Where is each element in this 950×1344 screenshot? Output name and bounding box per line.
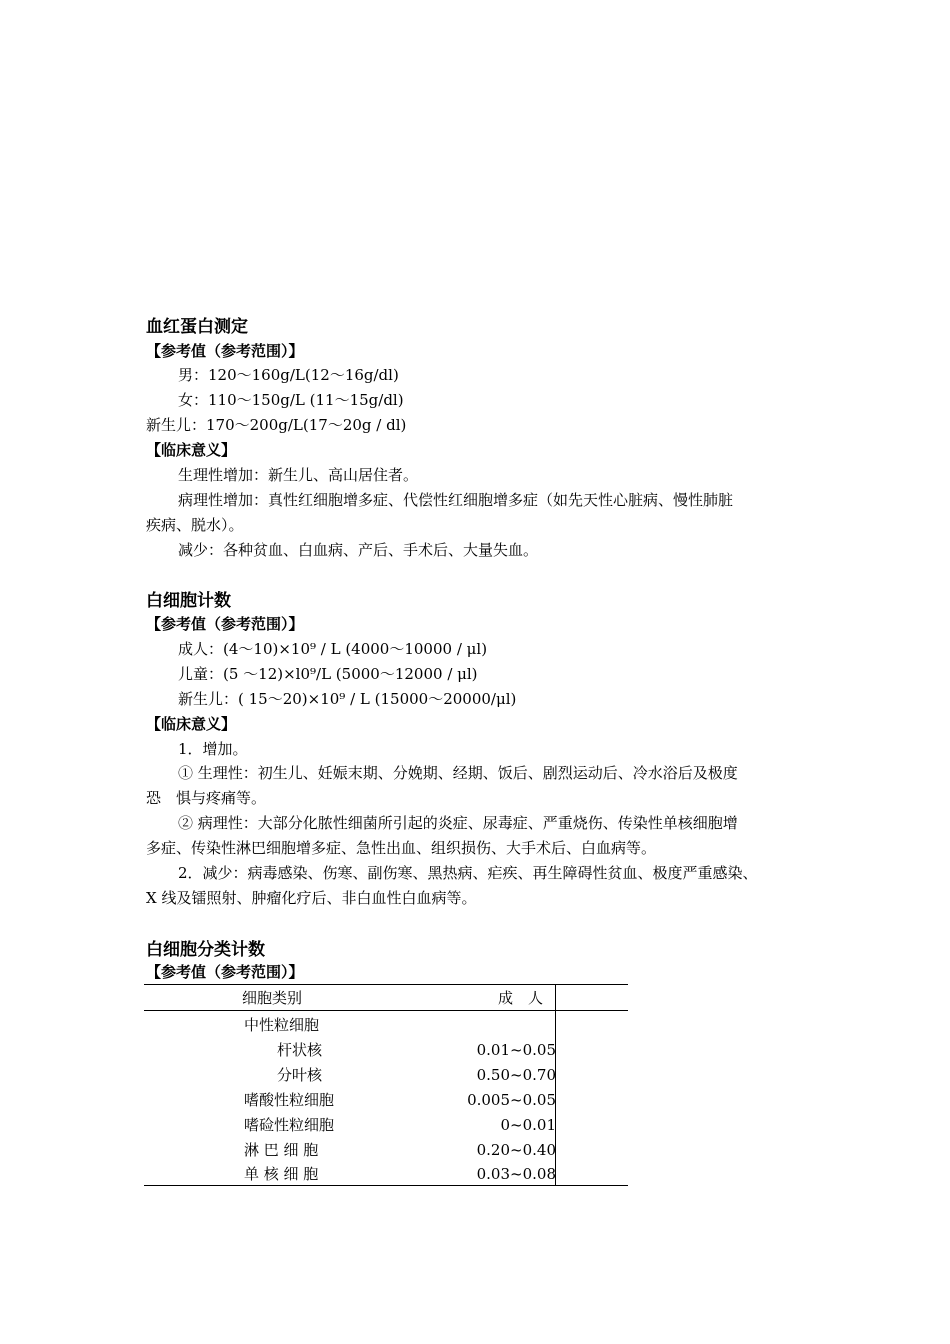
clinical-line: X 线及镭照射、肿瘤化疗后、非白血性白血病等。 — [146, 889, 477, 907]
clinical-line: 恐 惧与疼痛等。 — [146, 789, 267, 807]
cell-value: 0.50~0.70 — [476, 1066, 556, 1084]
cell-type: 单 核 细 胞 — [244, 1165, 319, 1183]
cell-type: 嗜酸性粒细胞 — [244, 1091, 335, 1109]
table-header-cell: 细胞类别 — [242, 989, 303, 1007]
clinical-line: 2．减少：病毒感染、伤寒、副伤寒、黑热病、疟疾、再生障碍性贫血、极度严重感染、 — [178, 864, 758, 882]
clinical-line: 减少：各种贫血、白血病、产后、手术后、大量失血。 — [178, 541, 539, 559]
clinical-line: 生理性增加：新生儿、高山居住者。 — [178, 466, 419, 484]
reference-line: 成人：(4～10)×10⁹ / L (4000～10000 / μl) — [178, 640, 488, 658]
clinical-line: ② 病理性：大部分化脓性细菌所引起的炎症、尿毒症、严重烧伤、传染性单核细胞增 — [178, 814, 738, 832]
cell-value: 0.20~0.40 — [476, 1141, 556, 1159]
reference-line: 女：110～150g/L (11～15g/dl) — [178, 391, 404, 409]
cell-type: 分叶核 — [277, 1066, 323, 1084]
cell-value: 0.005~0.05 — [467, 1091, 556, 1109]
cell-type: 嗜硷性粒细胞 — [244, 1116, 335, 1134]
section-title: 血红蛋白测定 — [146, 317, 248, 337]
reference-line: 新生儿：( 15～20)×10⁹ / L (15000～20000/μl) — [178, 690, 517, 708]
reference-header: 【参考值（参考范围）】 — [146, 615, 304, 633]
cell-type: 中性粒细胞 — [244, 1016, 320, 1034]
cell-type: 杆状核 — [277, 1041, 323, 1059]
clinical-header: 【临床意义】 — [146, 715, 237, 733]
cell-type: 淋 巴 细 胞 — [244, 1141, 319, 1159]
clinical-line: 1．增加。 — [178, 740, 248, 758]
table-header-cell: 成 人 — [498, 989, 544, 1007]
clinical-line: 疾病、脱水）。 — [146, 516, 244, 534]
clinical-line: ① 生理性：初生儿、妊娠末期、分娩期、经期、饭后、剧烈运动后、冷水浴后及极度 — [178, 764, 738, 782]
reference-line: 儿童：(5 ～12)×l0⁹/L (5000～12000 / μl) — [178, 665, 478, 683]
reference-header: 【参考值（参考范围）】 — [146, 342, 304, 360]
cell-value: 0~0.01 — [500, 1116, 556, 1134]
reference-line: 男：120～160g/L(12～16g/dl) — [178, 366, 399, 384]
cell-value: 0.03~0.08 — [476, 1165, 556, 1183]
clinical-line: 多症、传染性淋巴细胞增多症、急性出血、组织损伤、大手术后、白血病等。 — [146, 839, 657, 857]
reference-line: 新生儿：170～200g/L(17～20g / dl) — [146, 416, 407, 434]
section-title: 白细胞计数 — [146, 591, 231, 611]
reference-header: 【参考值（参考范围）】 — [146, 963, 304, 981]
section-title: 白细胞分类计数 — [146, 940, 265, 960]
cell-value: 0.01~0.05 — [476, 1041, 556, 1059]
clinical-line: 病理性增加：真性红细胞增多症、代偿性红细胞增多症（如先天性心脏病、慢性肺脏 — [178, 491, 734, 509]
clinical-header: 【临床意义】 — [146, 441, 237, 459]
